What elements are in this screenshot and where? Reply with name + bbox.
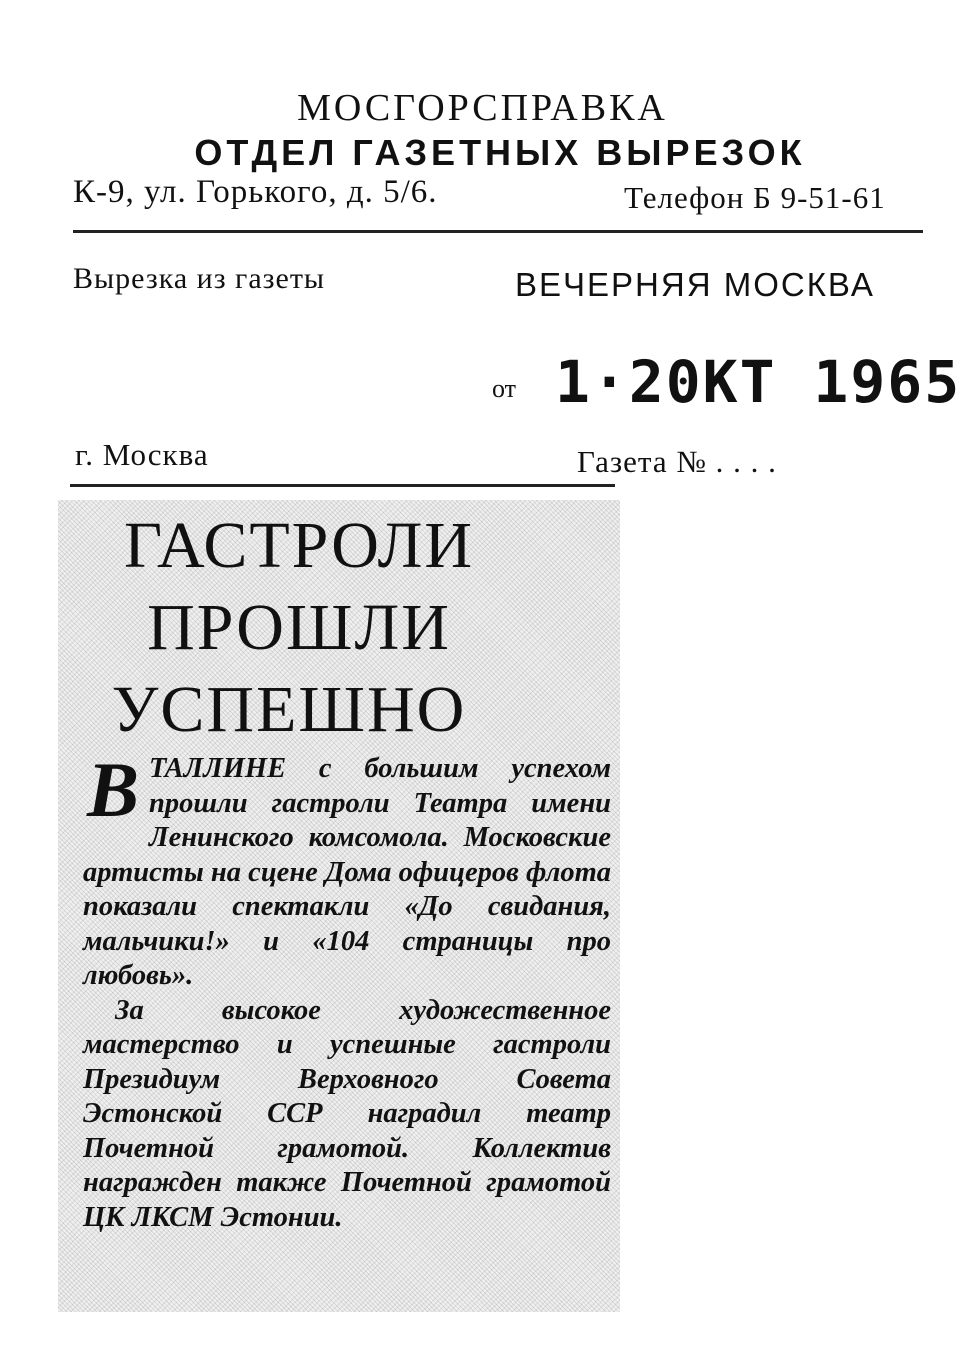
gazette-number: Газета № . . . . <box>577 444 777 479</box>
form-divider <box>70 484 615 487</box>
department-title: ОТДЕЛ ГАЗЕТНЫХ ВЫРЕЗОК <box>194 132 806 173</box>
headline-line-1: ГАСТРОЛИ <box>124 509 474 582</box>
address: К-9, ул. Горького, д. 5/6. <box>73 174 438 210</box>
phone: Телефон Б 9-51-61 <box>624 180 886 215</box>
org-title: МОСГОРСПРАВКА <box>297 87 668 129</box>
date-stamp: 1·20КТ 1965 <box>555 348 962 416</box>
article-paragraph-1: ТАЛЛИНЕ с большим успехом прошли гастроли Театра имени Ленинского комсомола. Московские артисты на сцене Дома офицеров флота показали спектакли «До свидания, мальчики!» и «104 страницы про любовь». <box>83 753 611 991</box>
newspaper-clipping <box>58 500 620 1312</box>
header-divider <box>73 230 923 233</box>
newspaper-name: ВЕЧЕРНЯЯ МОСКВА <box>515 266 875 303</box>
headline-line-2: ПРОШЛИ <box>147 591 451 664</box>
article-paragraph-2: За высокое художественное мастерство и успешные гастроли Президиум Верховного Совета Эстонской ССР наградил театр Почетной грамотой. Коллектив награжден также Почетной грамотой ЦК ЛКСМ Эстонии. <box>83 994 611 1233</box>
cutting-label: Вырезка из газеты <box>73 262 326 295</box>
city-label: г. Москва <box>75 437 209 472</box>
headline-line-3: УСПЕШНО <box>111 673 467 746</box>
article-body <box>83 746 611 1235</box>
date-label: от <box>492 374 517 403</box>
drop-cap: В <box>87 746 140 833</box>
